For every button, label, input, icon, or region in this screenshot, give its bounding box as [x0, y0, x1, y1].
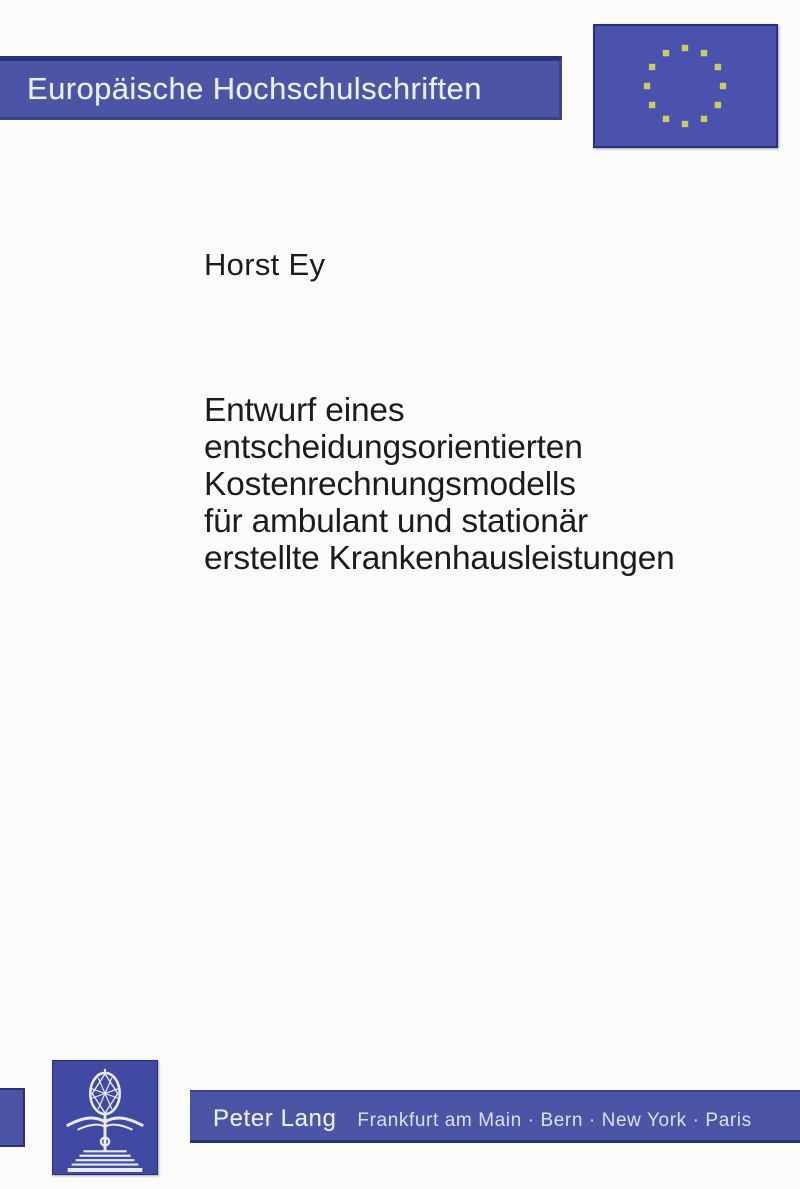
author-name: Horst Ey [204, 247, 326, 282]
left-edge-strip [0, 1088, 25, 1147]
eu-flag-icon [593, 24, 778, 148]
publisher-name: Peter Lang [213, 1105, 337, 1132]
lamp-and-book-graphic [53, 1061, 157, 1174]
title-line: erstellte Krankenhausleistungen [204, 540, 675, 577]
title-line: Entwurf eines [204, 392, 405, 429]
series-banner [0, 56, 562, 120]
series-title: Europäische Hochschulschriften [27, 71, 482, 106]
eu-flag-graphic [593, 24, 778, 148]
title-line: für ambulant und stationär [204, 503, 589, 540]
book-title [204, 392, 784, 577]
title-line: entscheidungsorientierten [204, 429, 583, 466]
publisher-cities: Frankfurt am Main · Bern · New York · Paris [357, 1110, 752, 1131]
title-line: Kostenrechnungsmodells [204, 466, 576, 503]
peter-lang-logo-icon [52, 1060, 158, 1175]
publisher-banner [190, 1090, 800, 1143]
